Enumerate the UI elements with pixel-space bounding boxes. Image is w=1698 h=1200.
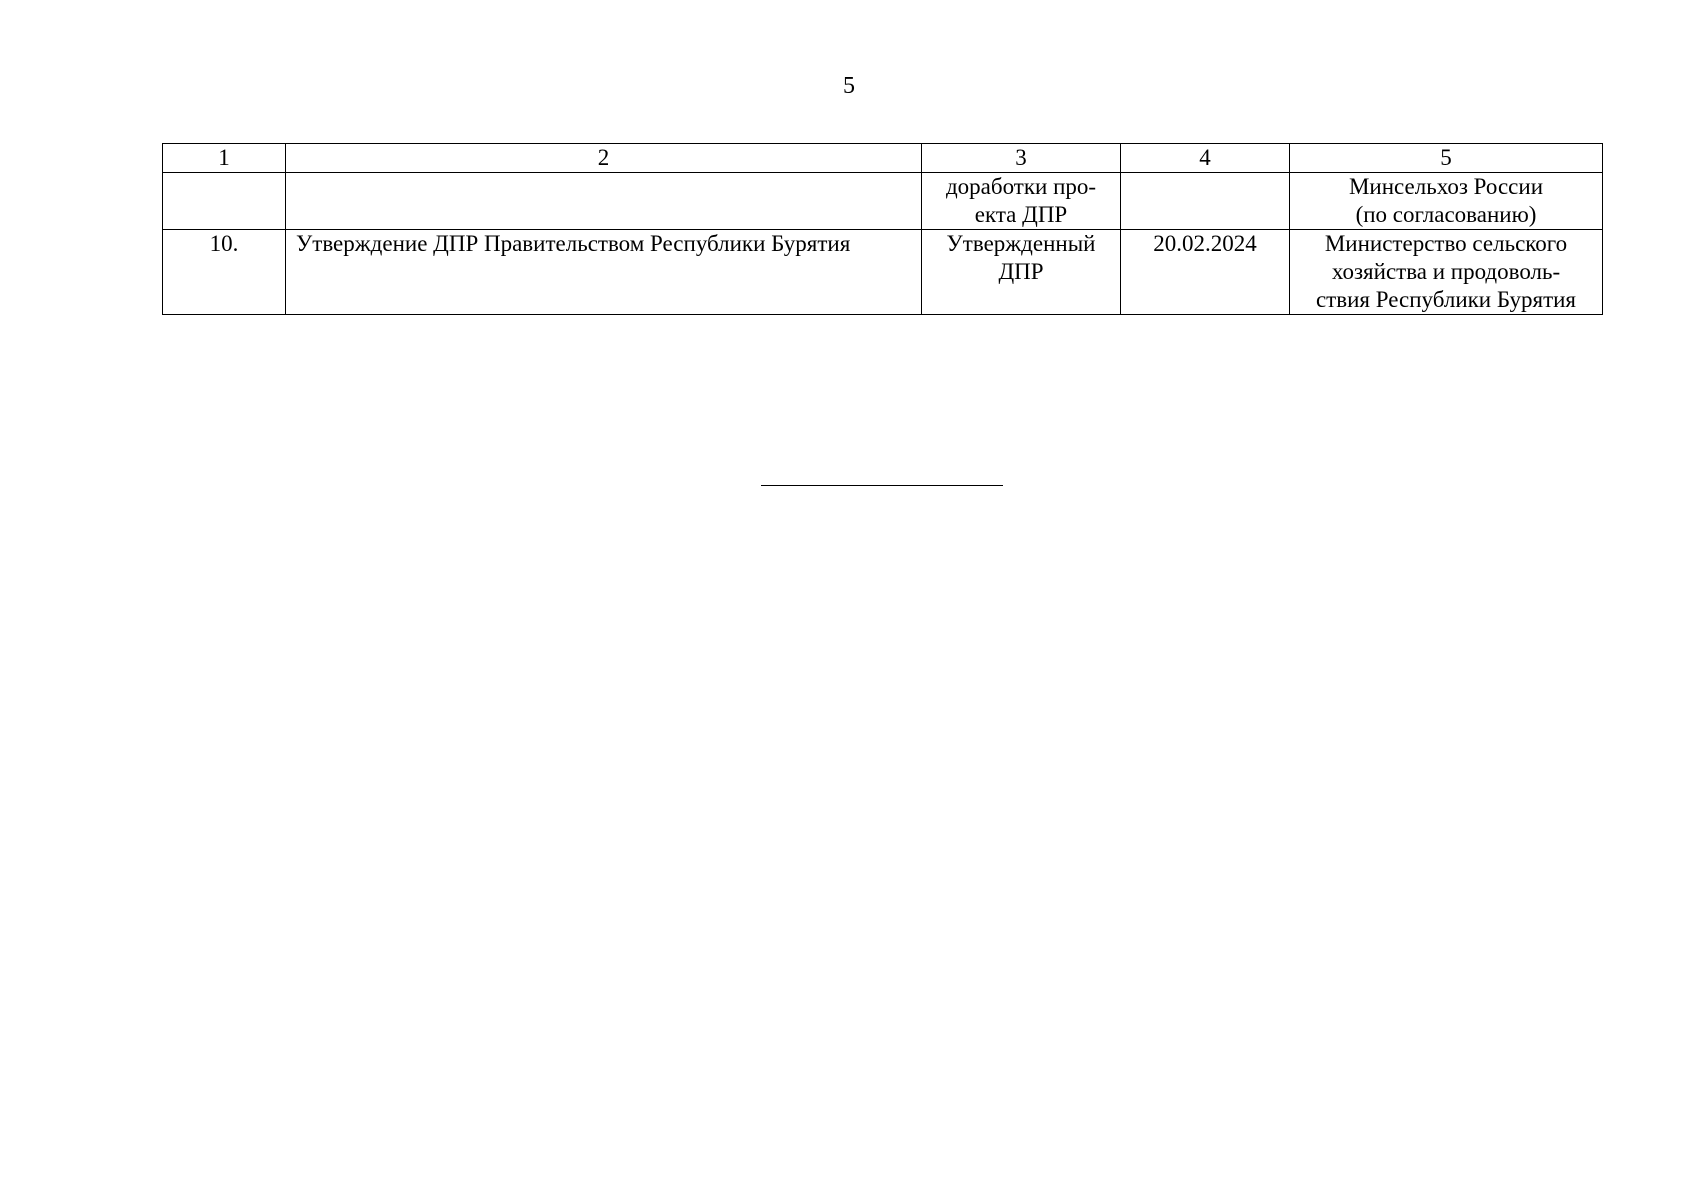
header-col-3: 3 [922,144,1121,173]
cell-result [922,230,1121,315]
cell-responsible-line: хозяйства и продоволь- [1331,259,1561,284]
cell-responsible [1290,230,1603,315]
table-header-row [163,144,1603,173]
table-row-continuation [163,173,1603,230]
cell-responsible-line: Министерство сельского [1324,231,1568,256]
page-number: 5 [843,73,855,99]
cell-result-line: ДПР [998,259,1044,284]
cell-result [922,173,1121,230]
cell-result-line: Утвержденный [946,231,1096,256]
cell-responsible-line: ствия Республики Бурятия [1315,287,1577,312]
cell-number: 10. [163,230,286,315]
header-col-1: 1 [163,144,286,173]
cell-responsible-line: (по согласованию) [1355,202,1537,227]
header-col-4: 4 [1121,144,1290,173]
header-col-2: 2 [286,144,922,173]
cell-date [1121,173,1290,230]
cell-number [163,173,286,230]
cell-task: Утверждение ДПР Правительством Республики Бурятия [286,230,922,315]
header-col-5: 5 [1290,144,1603,173]
table-row-10 [163,230,1603,315]
cell-result-line: екта ДПР [974,202,1068,227]
cell-responsible [1290,173,1603,230]
cell-result-line: доработки про- [945,174,1097,199]
end-of-document-rule [761,485,1003,486]
cell-task [286,173,922,230]
cell-date: 20.02.2024 [1121,230,1290,315]
cell-responsible-line: Минсельхоз России [1348,174,1544,199]
plan-table [162,143,1603,315]
